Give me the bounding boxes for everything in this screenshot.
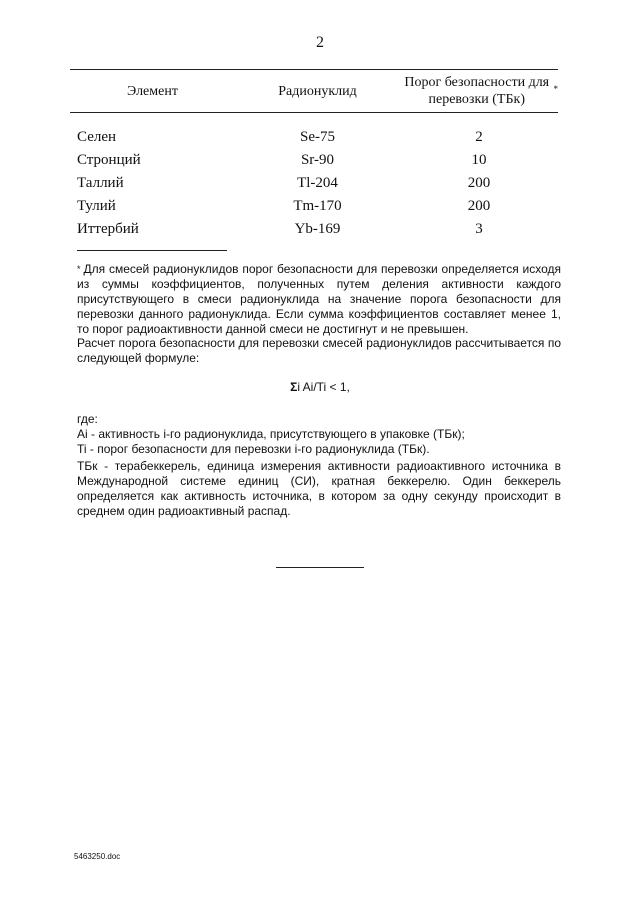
header-note-mark: * (553, 83, 558, 94)
sigma-symbol: Σ (290, 380, 298, 394)
cell-element: Селен (77, 129, 117, 145)
cell-nuclide: Yb-169 (294, 221, 341, 237)
where-label: где: (77, 412, 98, 426)
cell-element: Таллий (77, 175, 124, 191)
footnote-mark: * (77, 264, 81, 274)
footnote-divider (77, 250, 227, 251)
cell-element: Тулий (77, 198, 116, 214)
table-header (70, 70, 558, 113)
header-threshold (400, 70, 558, 112)
cell-element: Иттербий (77, 221, 139, 237)
safety-threshold-table (70, 69, 558, 241)
header-radionuclide: Радионуклид (278, 83, 357, 99)
cell-threshold: 2 (475, 129, 483, 145)
cell-threshold: 200 (467, 198, 491, 214)
document-id: 5463250.doc (74, 852, 121, 861)
table-row (70, 195, 558, 218)
formula (0, 380, 640, 394)
cell-threshold: 200 (467, 175, 491, 191)
table-row (70, 149, 558, 172)
table-row (70, 218, 558, 241)
definition-tbk: ТБк - терабеккерель, единица измерения активности радиоактивного источника в Международной системе единиц (СИ), кратная беккерелю. Один беккерель определяется как активность источника, в котором за одну секунду происходит в среднем один радиоактивный распад. (77, 459, 561, 518)
page-number: 2 (316, 34, 324, 51)
cell-threshold: 10 (471, 152, 487, 168)
table-body (70, 126, 558, 241)
cell-nuclide: Sr-90 (300, 152, 335, 168)
definition-ti: Ti - порог безопасности для перевозки i-го радионуклида (ТБк). (77, 442, 430, 456)
cell-nuclide: Se-75 (300, 129, 335, 145)
table-row (70, 126, 558, 149)
cell-nuclide: Tl-204 (297, 175, 338, 191)
footnote-text: Для смесей радионуклидов порог безопасности для перевозки определяется исходя из суммы коэффициентов, полученных путем деления активности каждого присутствующего в смеси радионуклида на значение порога безопасности для перевозки данного радионуклида. Если сумма коэффициентов составляет менее 1, то порог радиоактивности данной смеси не достигнут и не превышен. (77, 262, 561, 336)
end-divider (276, 567, 364, 568)
header-element: Элемент (127, 83, 178, 99)
cell-threshold: 3 (475, 221, 483, 237)
footnote (77, 262, 561, 337)
cell-nuclide: Tm-170 (293, 198, 342, 214)
definition-ai: Ai - активность i-го радионуклида, присутствующего в упаковке (ТБк); (77, 427, 465, 441)
calculation-paragraph: Расчет порога безопасности для перевозки смесей радионуклидов рассчитывается по следующей формуле: (77, 336, 561, 365)
cell-element: Стронций (77, 152, 141, 168)
formula-expression: i Ai/Ti < 1, (297, 380, 350, 394)
header-threshold-label: Порог безопасности для перевозки (ТБк) (404, 75, 550, 107)
table-row (70, 172, 558, 195)
definitions (77, 412, 561, 457)
